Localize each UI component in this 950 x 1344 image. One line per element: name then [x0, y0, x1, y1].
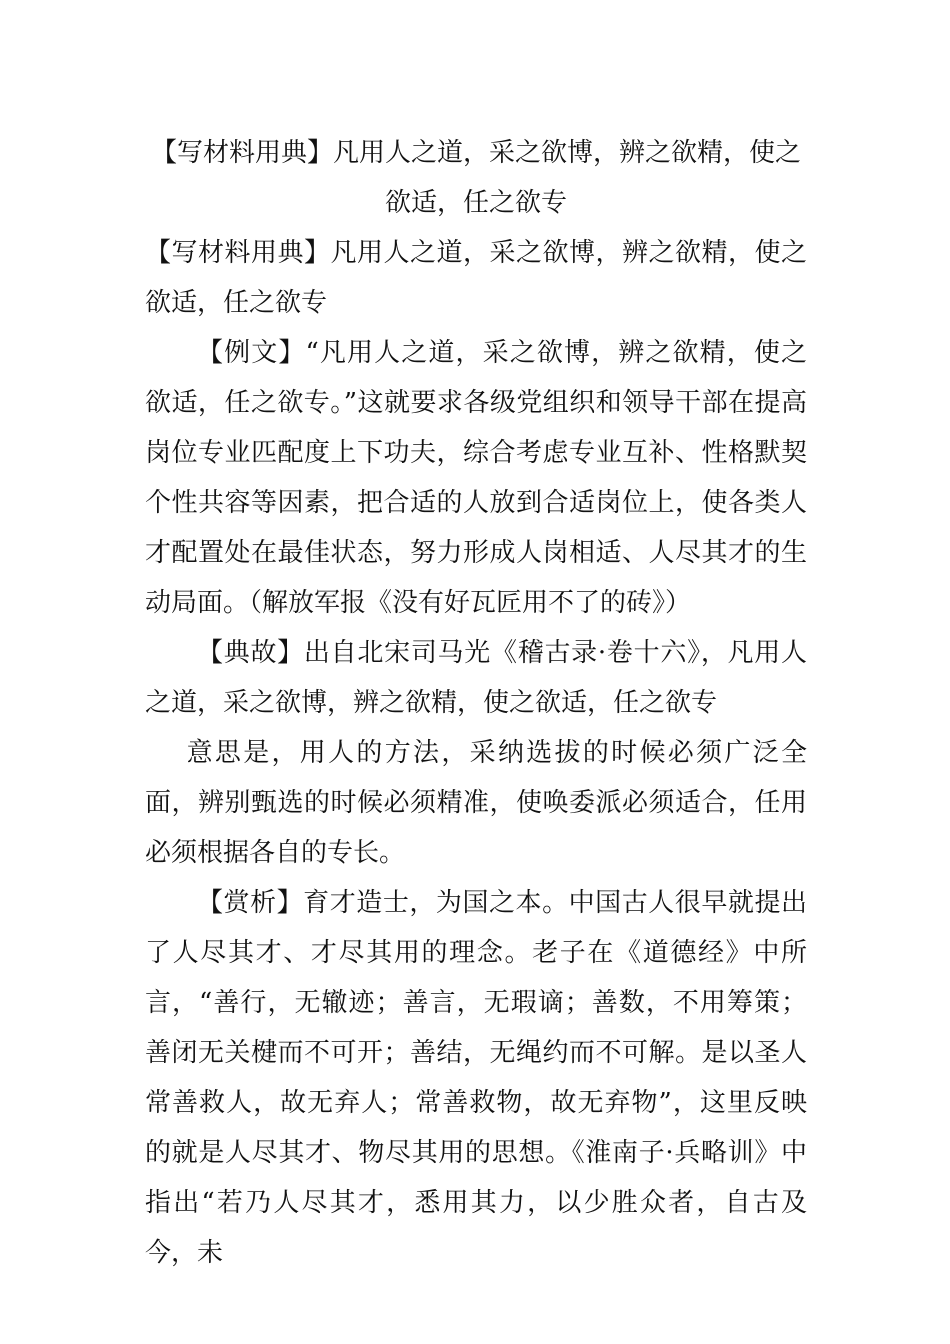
document-body [145, 128, 807, 1278]
appreciation-paragraph: 【赏析】育才造士，为国之本。中国古人很早就提出了人尽其才、才尽其用的理念。老子在《道德经》中所言，“善行，无辙迹；善言，无瑕谪；善数，不用筹策；善闭无关楗而不可开；善结，无绳约而不可解。是以圣人常善救人，故无弃人；常善救物，故无弃物”，这里反映的就是人尽其才、物尽其用的思想。《淮南子·兵略训》中指出“若乃人尽其才，悉用其力，以少胜众者，自古及今，未 [145, 888, 807, 1268]
heading-paragraph: 【写材料用典】凡用人之道，采之欲博，辨之欲精，使之欲适，任之欲专 [145, 238, 807, 318]
document-title: 【写材料用典】凡用人之道，采之欲博，辨之欲精，使之欲适，任之欲专 [150, 138, 801, 218]
allusion-paragraph: 【典故】出自北宋司马光《稽古录·卷十六》，凡用人之道，采之欲博，辨之欲精，使之欲适，任之欲专 [145, 638, 807, 718]
example-paragraph: 【例文】“凡用人之道，采之欲博，辨之欲精，使之欲适，任之欲专。”这就要求各级党组织和领导干部在提高岗位专业匹配度上下功夫，综合考虑专业互补、性格默契个性共容等因素，把合适的人放到合适岗位上，使各类人才配置处在最佳状态，努力形成人岗相适、人尽其才的生动局面。（解放军报《没有好瓦匠用不了的砖》） [145, 338, 807, 618]
meaning-paragraph: 意思是，用人的方法，采纳选拔的时候必须广泛全面，辨别甄选的时候必须精准，使唤委派必须适合，任用必须根据各自的专长。 [145, 738, 807, 868]
